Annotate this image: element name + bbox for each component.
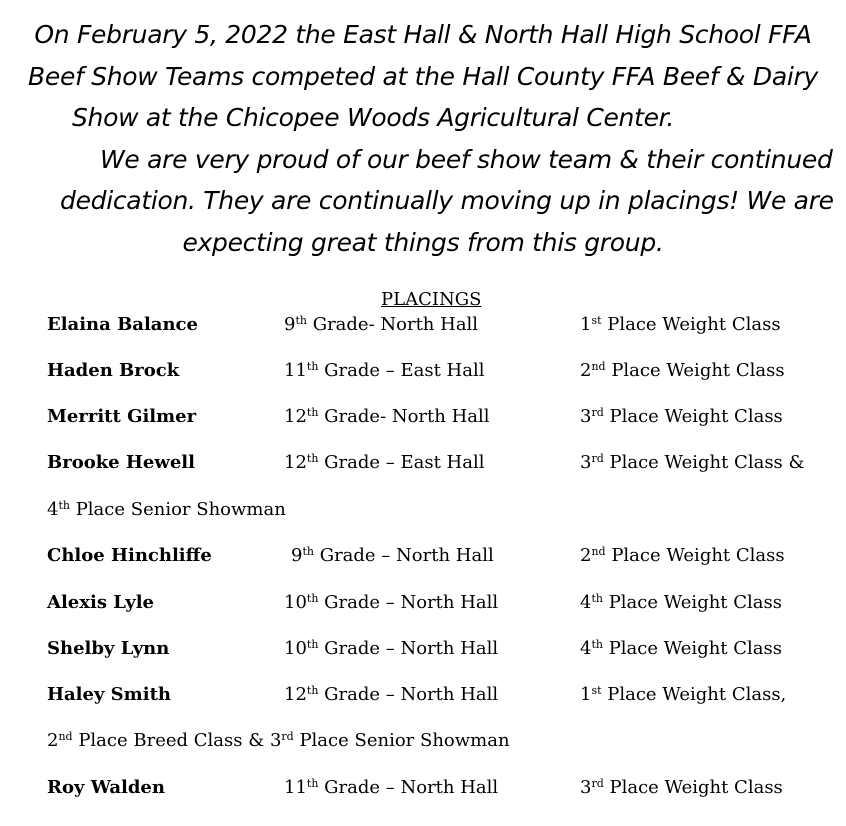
placement: 2nd Place Weight Class [580, 360, 785, 381]
placement: 1st Place Weight Class [580, 314, 781, 335]
placement: 1st Place Weight Class, [580, 684, 787, 705]
placing-row [0, 450, 846, 476]
intro-line: Show at the Chicopee Woods Agricultural Center. [71, 103, 675, 132]
grade-school: 10th Grade – North Hall [284, 592, 499, 613]
placing-row [0, 543, 846, 569]
grade-school: 10th Grade – North Hall [284, 638, 499, 659]
intro-paragraph [20, 14, 834, 263]
placing-row [0, 682, 846, 708]
student-name: Haley Smith [47, 684, 171, 705]
placing-row [0, 775, 846, 801]
placing-row [0, 404, 846, 430]
placing-row [0, 590, 846, 616]
grade-school: 11th Grade – North Hall [284, 777, 499, 798]
placing-row [0, 312, 846, 338]
placings-heading: PLACINGS [381, 289, 482, 310]
student-name: Brooke Hewell [47, 452, 195, 473]
intro-line: Beef Show Teams competed at the Hall County FFA Beef & Dairy [28, 61, 818, 91]
intro-line: We are very proud of our beef show team & their continued [100, 144, 833, 174]
placing-row [0, 358, 846, 384]
placement: 3rd Place Weight Class [580, 777, 783, 798]
grade-school: 9th Grade- North Hall [284, 314, 479, 335]
student-name: Haden Brock [47, 360, 180, 381]
placing-row [0, 636, 846, 662]
placement-continuation: 2nd Place Breed Class & 3rd Place Senior Showman [47, 730, 510, 751]
grade-school: 12th Grade- North Hall [284, 406, 490, 427]
grade-school: 12th Grade – North Hall [284, 684, 499, 705]
student-name: Merritt Gilmer [47, 406, 197, 427]
placement-continuation: 4th Place Senior Showman [47, 499, 286, 520]
placement: 3rd Place Weight Class [580, 406, 783, 427]
placement: 3rd Place Weight Class & [580, 452, 805, 473]
student-name: Elaina Balance [47, 314, 198, 335]
student-name: Shelby Lynn [47, 638, 170, 659]
grade-school: 12th Grade – East Hall [284, 452, 485, 473]
student-name: Alexis Lyle [47, 592, 154, 613]
placement: 4th Place Weight Class [580, 592, 782, 613]
grade-school: 11th Grade – East Hall [284, 360, 485, 381]
student-name: Roy Walden [47, 777, 165, 798]
intro-line: dedication. They are continually moving up in placings! We are [60, 186, 834, 215]
grade-school: 9th Grade – North Hall [291, 545, 494, 566]
intro-line: On February 5, 2022 the East Hall & North Hall High School FFA [34, 20, 812, 49]
placement: 4th Place Weight Class [580, 638, 782, 659]
placement: 2nd Place Weight Class [580, 545, 785, 566]
student-name: Chloe Hinchliffe [47, 545, 212, 566]
intro-line: expecting great things from this group. [182, 227, 664, 257]
